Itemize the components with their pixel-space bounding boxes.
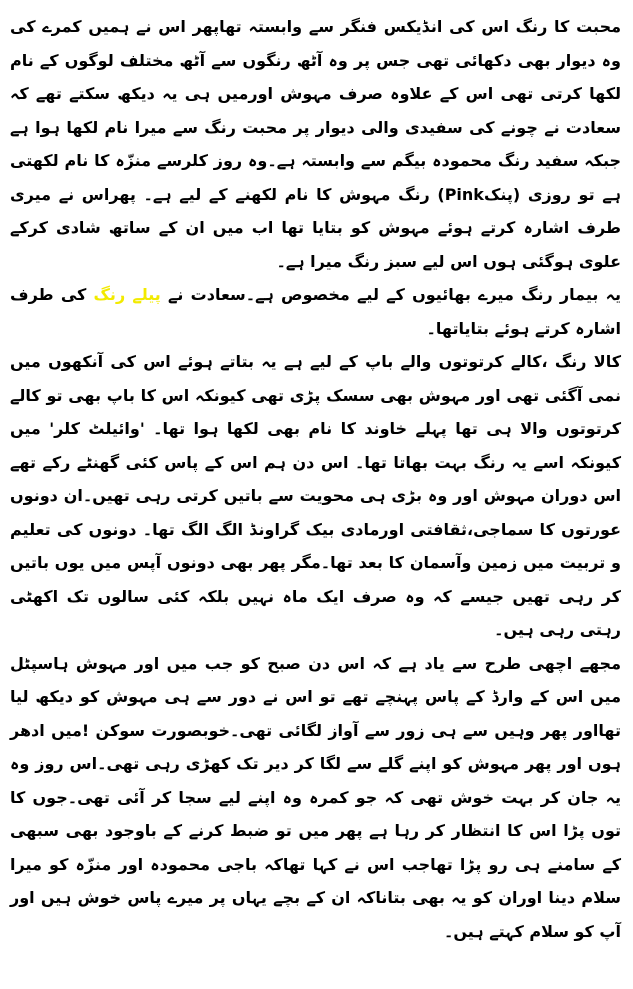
paragraph-2-text-end: کی طرف اشارہ کرتے ہوئے بتایاتھا۔ <box>10 285 621 338</box>
paragraph-3-text: کالا رنگ ،کالے کرتوتوں والے باپ کے لیے ہے یہ بتاتے ہوئے اس کی آنکھوں میں نمی آگئی تھی اور مہوش بھی سسک پڑی تھی کیونکہ اس کا باپ بھی تو کالے کرتوتوں والا ہی تھا پہلے خاوند کا نام بھی لکھا ہوا تھا۔ 'وائیلٹ کلر' میں کیونکہ اسے یہ رنگ بہت بھاتا تھا۔ اس دن ہم اس کے پاس کئی گھنٹے رکے تھے اس دوران مہوش اور وہ بڑی ہی محویت سے باتیں کرتی رہی تھیں۔ان دونوں عورتوں کا سماجی،ثقافتی اورمادی بیک گراونڈ الگ الگ تھا۔ دونوں کی تعلیم و تربیت میں زمین وآسمان کا بعد تھا۔مگر پھر بھی دونوں آپس میں یوں باتیں کر رہی تھیں جیسے کہ وہ صرف ایک ماہ نہیں بلکہ کئی سالوں تک اکھٹی رہتی رہی ہیں۔ <box>10 352 621 639</box>
yellow-color-word: پیلے رنگ <box>93 285 161 304</box>
paragraph-1 <box>10 10 621 278</box>
paragraph-4 <box>10 647 621 949</box>
paragraph-2 <box>10 278 621 345</box>
paragraph-2-text-start: یہ بیمار رنگ میرے بھائیوں کے لیے مخصوص ہے۔سعادت نے <box>160 285 621 304</box>
paragraph-1-text: محبت کا رنگ اس کی انڈیکس فنگر سے وابستہ تھاپھر اس نے ہمیں کمرے کی وہ دیوار بھی دکھائی تھی جس پر وہ آٹھ رنگوں سے آٹھ مختلف لوگوں کے نام لکھا کرتی تھی اس کے علاوہ صرف مہوش اورمیں ہی یہ دیکھ سکتے تھے کہ سعادت نے چونے کی سفیدی والی دیوار پر محبت رنگ سے میرا نام لکھا ہوا ہے جبکہ سفید رنگ محمودہ بیگم سے وابستہ ہے۔وہ روز کلرسے منزّہ کا نام لکھتی ہے تو روزی (پنکPink) رنگ مہوش کا نام لکھنے کے لیے ہے۔ پھراس نے میری طرف اشارہ کرتے ہوئے مہوش کو بتایا تھا اب میں ان کے ساتھ شادی کرکے علوی ہوگئی ہوں اس لیے سبز رنگ میرا ہے۔ <box>10 17 622 271</box>
paragraph-4-text: مجھے اچھی طرح سے یاد ہے کہ اس دن صبح کو جب میں اور مہوش ہاسپٹل میں اس کے وارڈ کے پاس پہنچے تھے تو اس نے دور سے ہی مہوش کو دیکھ لیا تھااور پھر وہیں سے ہی زور سے آواز لگائی تھی۔خوبصورت سوکن !میں ادھر ہوں اور پھر مہوش کو اپنے گلے سے لگا کر دیر تک کھڑی رہی تھی۔اس روز وہ یہ جان کر بہت خوش تھی کہ جو کمرہ وہ اپنے لیے سجا کر آئی تھی۔جوں کا توں پڑا اس کا انتظار کر رہا ہے پھر میں تو ضبط کرنے کے باوجود بھی سبھی کے سامنے ہی رو پڑا تھاجب اس نے کہا تھاکہ باجی محمودہ اور منزّہ کو میرا سلام دینا اوران کو یہ بھی بتاناکہ ان کے بچے یہاں پر میرے پاس خوش ہیں اور آپ کو سلام کہتے ہیں۔ <box>10 653 621 941</box>
paragraph-3 <box>10 345 621 647</box>
